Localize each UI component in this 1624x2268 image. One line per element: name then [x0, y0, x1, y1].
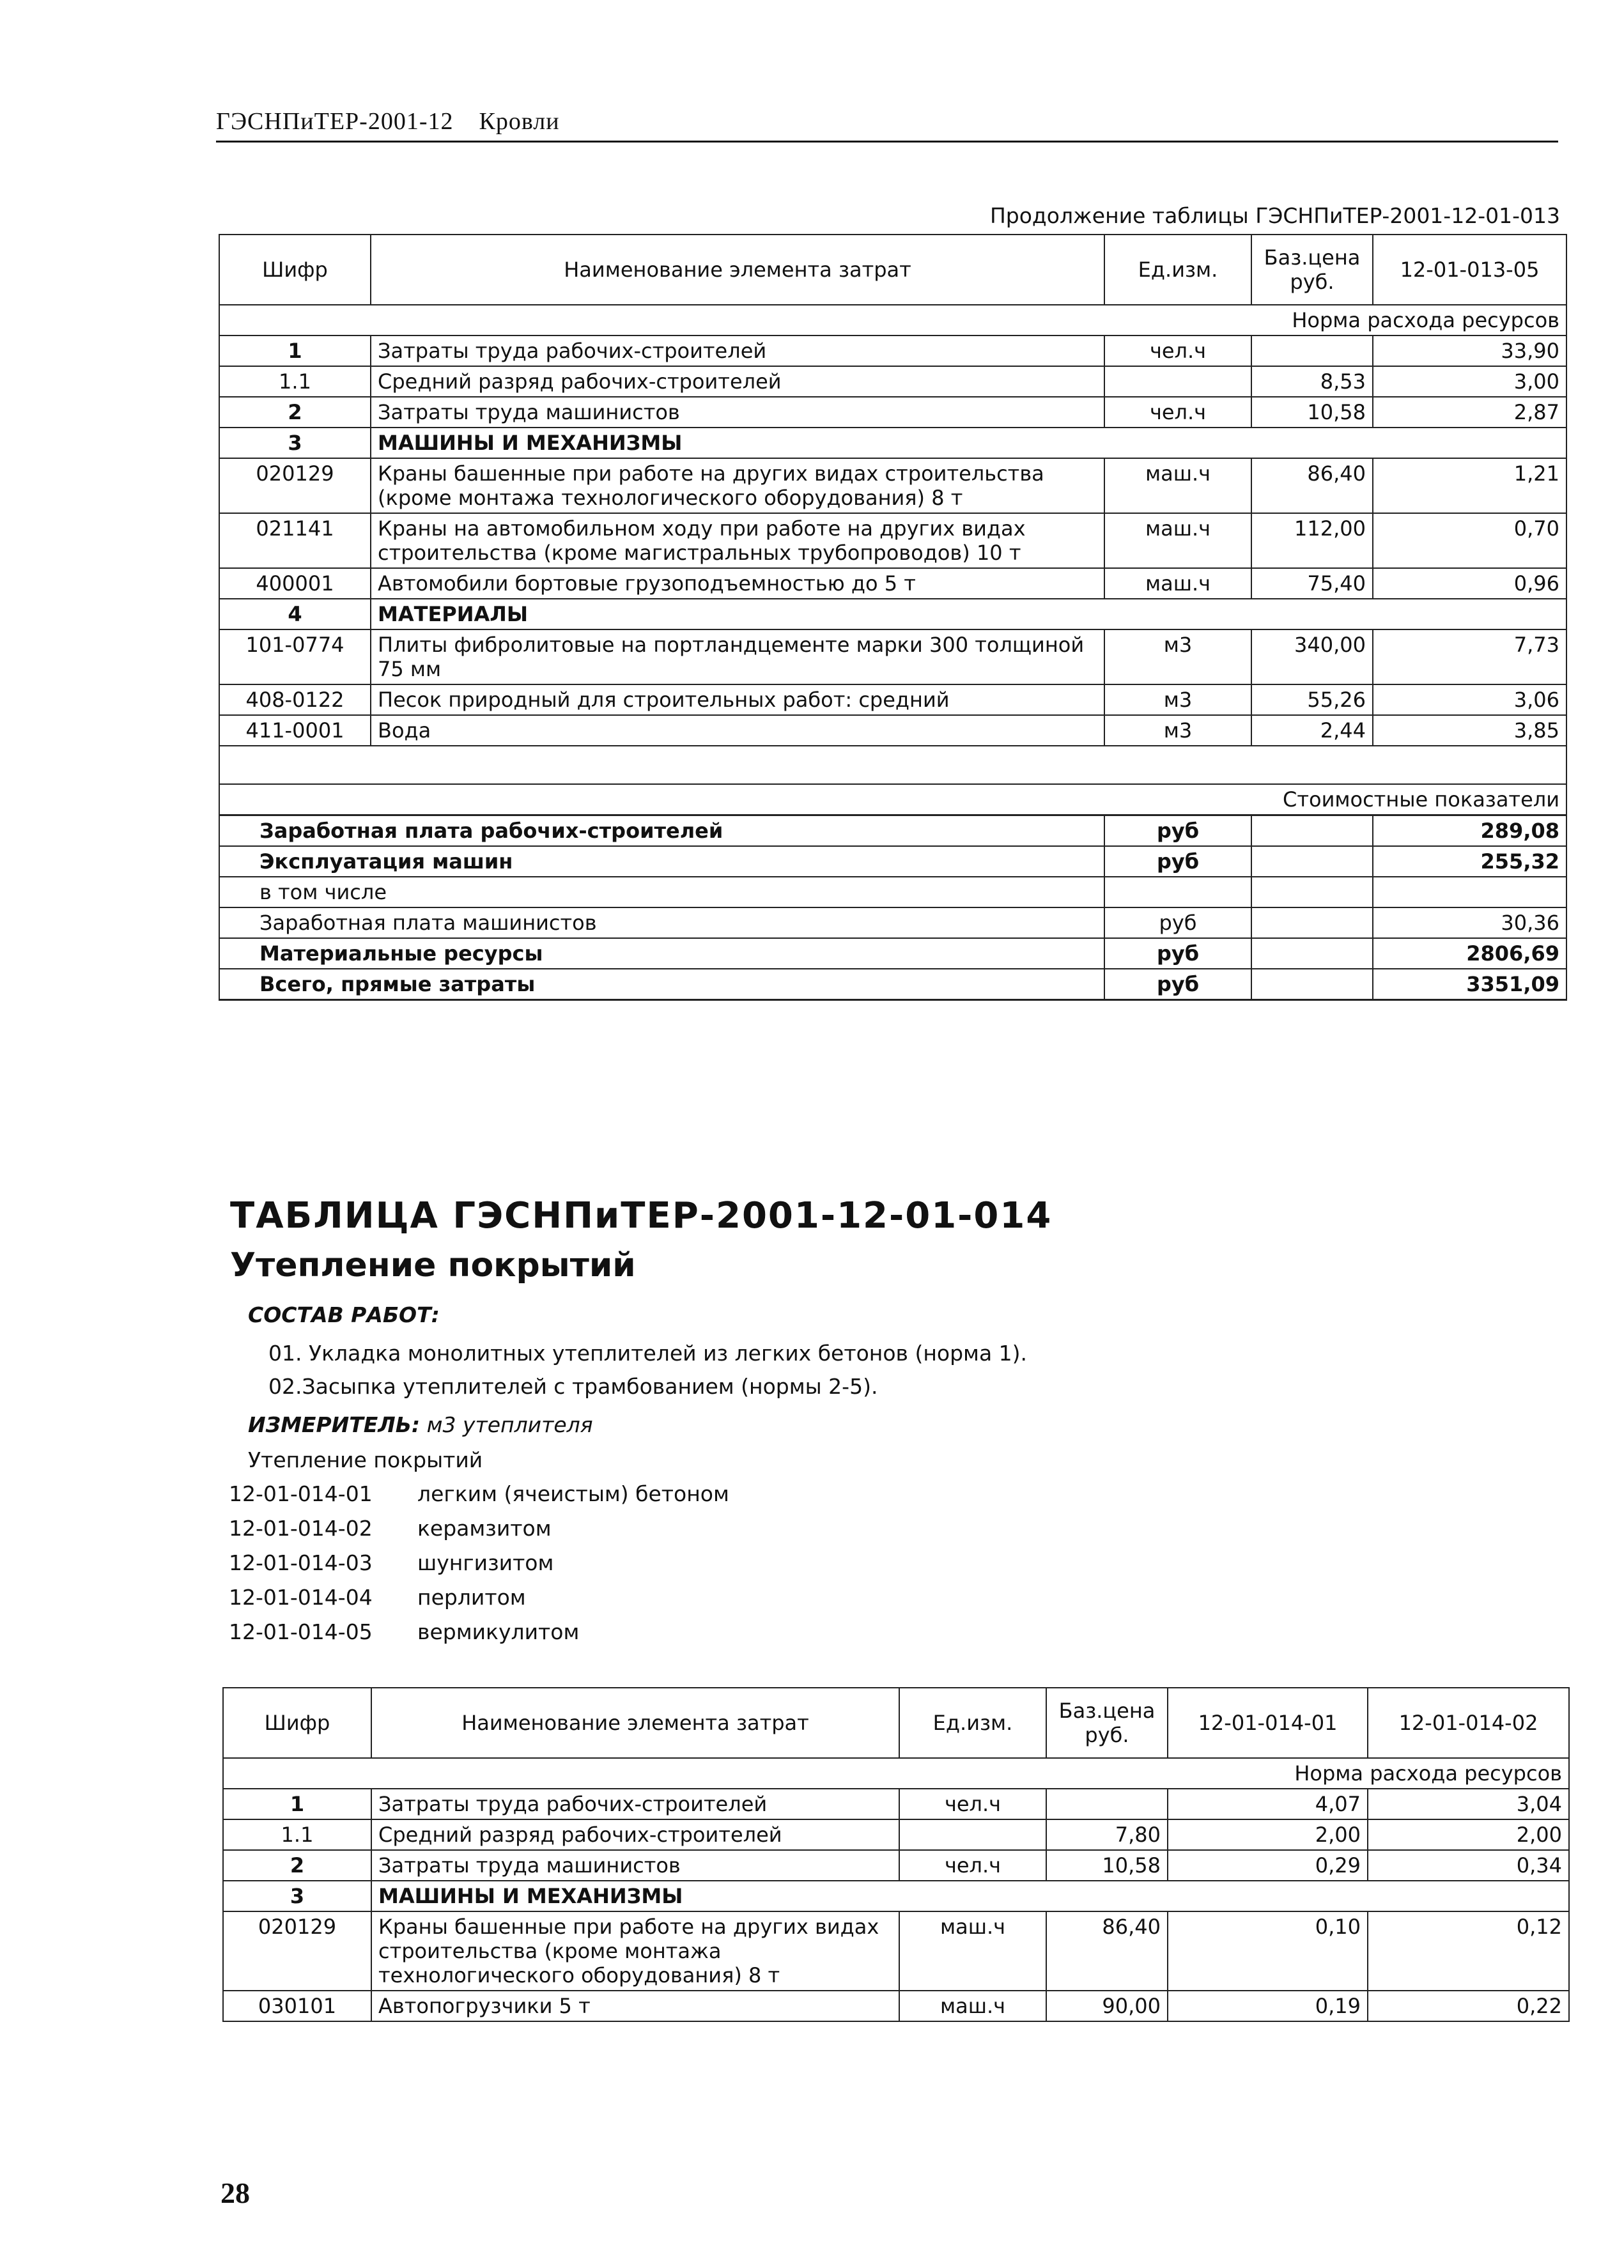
- row-code: 2: [219, 397, 371, 428]
- row-value: 33,90: [1373, 336, 1566, 366]
- row-value-2: 0,22: [1368, 1991, 1569, 2021]
- variant-name: перлитом: [417, 1585, 526, 1610]
- norm-label-row: [219, 305, 1566, 336]
- table-row: [219, 715, 1566, 746]
- col-norm-1: 12-01-014-01: [1168, 1688, 1368, 1758]
- row-unit: чел.ч: [899, 1850, 1046, 1881]
- summary-value: 2806,69: [1373, 938, 1566, 969]
- row-value-1: 0,19: [1168, 1991, 1368, 2021]
- table-row: [219, 336, 1566, 366]
- row-name: Краны башенные при работе на других видах строительства (кроме монтажа технологического оборудования) 8 т: [371, 1911, 899, 1991]
- col-unit: Ед.изм.: [899, 1688, 1046, 1758]
- row-value: 3,85: [1373, 715, 1566, 746]
- row-price: 340,00: [1251, 629, 1373, 684]
- row-code: 408-0122: [219, 684, 371, 715]
- row-value: 0,96: [1373, 568, 1566, 599]
- row-code: 411-0001: [219, 715, 371, 746]
- row-code: 101-0774: [219, 629, 371, 684]
- summary-label: Заработная плата машинистов: [219, 907, 1104, 938]
- summary-row: [219, 846, 1566, 877]
- summary-unit: [1104, 877, 1251, 907]
- row-value: 1,21: [1373, 458, 1566, 513]
- row-price: 10,58: [1046, 1850, 1168, 1881]
- section-row: [219, 428, 1566, 458]
- table-row: [223, 1789, 1569, 1819]
- row-code: 2: [223, 1850, 371, 1881]
- summary-value: 255,32: [1373, 846, 1566, 877]
- section-title: МАШИНЫ И МЕХАНИЗМЫ: [371, 428, 1566, 458]
- row-unit: чел.ч: [1104, 397, 1251, 428]
- row-value: 3,00: [1373, 366, 1566, 397]
- table-code-title: ТАБЛИЦА ГЭСНПиТЕР-2001-12-01-014: [230, 1195, 1053, 1237]
- variant-item: [229, 1516, 552, 1541]
- variant-group-title: Утепление покрытий: [248, 1447, 483, 1472]
- summary-unit: руб: [1104, 969, 1251, 1000]
- col-unit: Ед.изм.: [1104, 235, 1251, 305]
- cost-label-row: [219, 784, 1566, 815]
- row-price: 86,40: [1251, 458, 1373, 513]
- meter-label: ИЗМЕРИТЕЛЬ:: [248, 1412, 421, 1437]
- row-value-2: 2,00: [1368, 1819, 1569, 1850]
- row-price: 8,53: [1251, 366, 1373, 397]
- row-name: Затраты труда машинистов: [371, 1850, 899, 1881]
- variant-item: [229, 1585, 526, 1610]
- col-code: Шифр: [219, 235, 371, 305]
- table-header-row: [223, 1688, 1569, 1758]
- work-composition-label: СОСТАВ РАБОТ:: [248, 1302, 440, 1327]
- table-row: [223, 1991, 1569, 2021]
- row-name: Плиты фибролитовые на портландцементе марки 300 толщиной 75 мм: [371, 629, 1104, 684]
- row-value-1: 2,00: [1168, 1819, 1368, 1850]
- resource-table-014: [222, 1687, 1570, 2022]
- table-header-row: [219, 235, 1566, 305]
- variant-item: [229, 1619, 579, 1644]
- section-code: 3: [219, 428, 371, 458]
- section-row: [223, 1881, 1569, 1911]
- summary-unit: руб: [1104, 815, 1251, 847]
- table-row: [219, 568, 1566, 599]
- row-value: 7,73: [1373, 629, 1566, 684]
- row-price: 86,40: [1046, 1911, 1168, 1991]
- variant-name: шунгизитом: [417, 1550, 554, 1575]
- variant-code: 12-01-014-02: [229, 1516, 373, 1541]
- resource-table-013: [219, 234, 1567, 1001]
- row-value: 2,87: [1373, 397, 1566, 428]
- meter-value: м3 утеплителя: [426, 1412, 593, 1437]
- row-code: 1.1: [219, 366, 371, 397]
- cost-label: Стоимостные показатели: [219, 784, 1566, 815]
- summary-row: [219, 815, 1566, 847]
- row-unit: маш.ч: [1104, 458, 1251, 513]
- table-row: [219, 513, 1566, 568]
- table-row: [219, 397, 1566, 428]
- row-value-1: 0,10: [1168, 1911, 1368, 1991]
- section-row: [219, 599, 1566, 629]
- row-price: 90,00: [1046, 1991, 1168, 2021]
- summary-row: [219, 938, 1566, 969]
- meter-line: [248, 1412, 593, 1437]
- variant-name: легким (ячеистым) бетоном: [417, 1481, 729, 1506]
- table-row: [223, 1911, 1569, 1991]
- row-unit: м3: [1104, 715, 1251, 746]
- norm-label-row: [223, 1758, 1569, 1789]
- row-name: Затраты труда рабочих-строителей: [371, 1789, 899, 1819]
- table-row: [219, 629, 1566, 684]
- header-doc-code: ГЭСНПиТЕР-2001-12: [216, 108, 454, 135]
- row-price: 2,44: [1251, 715, 1373, 746]
- summary-value: [1373, 877, 1566, 907]
- summary-row: [219, 969, 1566, 1000]
- row-price: 75,40: [1251, 568, 1373, 599]
- table-row: [219, 684, 1566, 715]
- row-value-2: 3,04: [1368, 1789, 1569, 1819]
- variant-name: керамзитом: [417, 1516, 552, 1541]
- row-code: 030101: [223, 1991, 371, 2021]
- summary-unit: руб: [1104, 907, 1251, 938]
- summary-label: в том числе: [219, 877, 1104, 907]
- variant-item: [229, 1550, 553, 1575]
- summary-value: 3351,09: [1373, 969, 1566, 1000]
- row-value: 3,06: [1373, 684, 1566, 715]
- row-price: 55,26: [1251, 684, 1373, 715]
- col-price: Баз.цена руб.: [1046, 1688, 1168, 1758]
- table-name-title: Утепление покрытий: [230, 1246, 636, 1284]
- row-unit: м3: [1104, 629, 1251, 684]
- row-code: 020129: [223, 1911, 371, 1991]
- row-name: Средний разряд рабочих-строителей: [371, 1819, 899, 1850]
- row-unit: чел.ч: [899, 1789, 1046, 1819]
- row-unit: м3: [1104, 684, 1251, 715]
- summary-value: 30,36: [1373, 907, 1566, 938]
- section-title: МАТЕРИАЛЫ: [371, 599, 1566, 629]
- row-price: 112,00: [1251, 513, 1373, 568]
- col-price: Баз.цена руб.: [1251, 235, 1373, 305]
- row-unit: маш.ч: [1104, 568, 1251, 599]
- row-unit: чел.ч: [1104, 336, 1251, 366]
- row-name: Вода: [371, 715, 1104, 746]
- row-name: Краны башенные при работе на других видах строительства (кроме монтажа технологического оборудования) 8 т: [371, 458, 1104, 513]
- row-unit: [1104, 366, 1251, 397]
- summary-row: [219, 907, 1566, 938]
- row-unit: маш.ч: [1104, 513, 1251, 568]
- row-value-1: 0,29: [1168, 1850, 1368, 1881]
- row-name: Затраты труда машинистов: [371, 397, 1104, 428]
- row-code: 1: [219, 336, 371, 366]
- summary-row: [219, 877, 1566, 907]
- table-row: [219, 458, 1566, 513]
- variant-code: 12-01-014-03: [229, 1550, 373, 1575]
- summary-label: Заработная плата рабочих-строителей: [219, 815, 1104, 847]
- table-caption: Продолжение таблицы ГЭСНПиТЕР-2001-12-01-013: [989, 203, 1560, 228]
- col-name: Наименование элемента затрат: [371, 1688, 899, 1758]
- col-norm: 12-01-013-05: [1373, 235, 1566, 305]
- row-price: 7,80: [1046, 1819, 1168, 1850]
- section-code: 4: [219, 599, 371, 629]
- section-code: 3: [223, 1881, 371, 1911]
- row-unit: маш.ч: [899, 1911, 1046, 1991]
- section-title: МАШИНЫ И МЕХАНИЗМЫ: [371, 1881, 1569, 1911]
- summary-label: Всего, прямые затраты: [219, 969, 1104, 1000]
- variant-item: [229, 1481, 729, 1506]
- row-price: [1251, 336, 1373, 366]
- header-section: Кровли: [479, 108, 560, 135]
- spacer-row: [219, 746, 1566, 784]
- row-price: 10,58: [1251, 397, 1373, 428]
- summary-label: Эксплуатация машин: [219, 846, 1104, 877]
- row-code: 020129: [219, 458, 371, 513]
- row-value-2: 0,34: [1368, 1850, 1569, 1881]
- row-unit: маш.ч: [899, 1991, 1046, 2021]
- row-unit: [899, 1819, 1046, 1850]
- col-norm-2: 12-01-014-02: [1368, 1688, 1569, 1758]
- summary-unit: руб: [1104, 938, 1251, 969]
- row-value: 0,70: [1373, 513, 1566, 568]
- page-header: [216, 107, 1558, 143]
- norm-label: Норма расхода ресурсов: [223, 1758, 1569, 1789]
- work-item: 02.Засыпка утеплителей с трамбованием (нормы 2-5).: [268, 1374, 878, 1399]
- row-value-2: 0,12: [1368, 1911, 1569, 1991]
- row-name: Средний разряд рабочих-строителей: [371, 366, 1104, 397]
- work-item: 01. Укладка монолитных утеплителей из легких бетонов (норма 1).: [268, 1341, 1028, 1366]
- row-name: Песок природный для строительных работ: средний: [371, 684, 1104, 715]
- summary-label: Материальные ресурсы: [219, 938, 1104, 969]
- row-name: Автомобили бортовые грузоподъемностью до 5 т: [371, 568, 1104, 599]
- variant-code: 12-01-014-01: [229, 1481, 373, 1506]
- norm-label: Норма расхода ресурсов: [219, 305, 1566, 336]
- row-name: Затраты труда рабочих-строителей: [371, 336, 1104, 366]
- row-price: [1046, 1789, 1168, 1819]
- variant-code: 12-01-014-05: [229, 1619, 373, 1644]
- table-row: [223, 1819, 1569, 1850]
- page-number: 28: [220, 2177, 250, 2209]
- row-value-1: 4,07: [1168, 1789, 1368, 1819]
- row-name: Автопогрузчики 5 т: [371, 1991, 899, 2021]
- row-code: 021141: [219, 513, 371, 568]
- variant-code: 12-01-014-04: [229, 1585, 373, 1610]
- summary-value: 289,08: [1373, 815, 1566, 847]
- table-row: [223, 1850, 1569, 1881]
- col-name: Наименование элемента затрат: [371, 235, 1104, 305]
- table-row: [219, 366, 1566, 397]
- col-code: Шифр: [223, 1688, 371, 1758]
- variant-name: вермикулитом: [417, 1619, 580, 1644]
- summary-unit: руб: [1104, 846, 1251, 877]
- row-code: 1: [223, 1789, 371, 1819]
- row-code: 400001: [219, 568, 371, 599]
- row-code: 1.1: [223, 1819, 371, 1850]
- row-name: Краны на автомобильном ходу при работе на других видах строительства (кроме магистральных трубопроводов) 10 т: [371, 513, 1104, 568]
